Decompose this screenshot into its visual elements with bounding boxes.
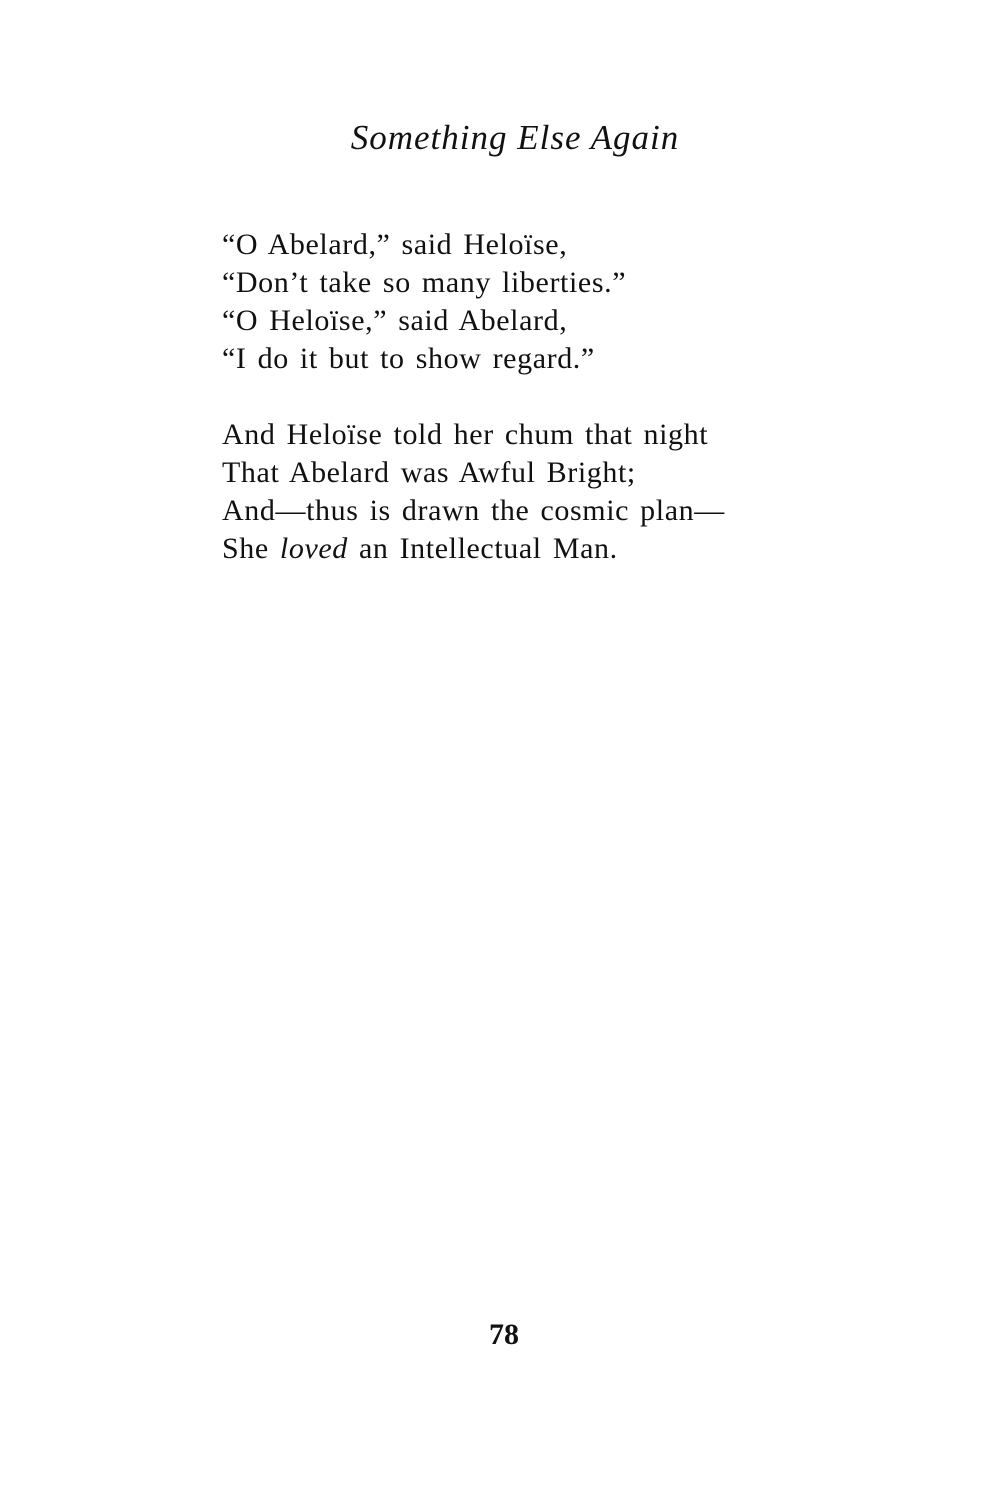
poem-line-final [222, 530, 725, 568]
poem-line: “O Abelard,” said Heloïse, [222, 228, 568, 261]
poem-line: “O Heloïse,” said Abelard, [222, 304, 568, 337]
stanza-2 [222, 416, 725, 568]
poem-line: That Abelard was Awful Bright; [222, 456, 636, 489]
emphasized-word: loved [279, 532, 348, 565]
poem [222, 226, 725, 568]
poem-line: And Heloïse told her chum that night [222, 418, 709, 451]
running-head: Something Else Again [350, 118, 680, 157]
poem-line: And—thus is drawn the cosmic plan— [222, 494, 725, 527]
stanza-1 [222, 226, 725, 378]
poem-line: “I do it but to show regard.” [222, 342, 595, 375]
page-number: 78 [489, 1318, 519, 1351]
poem-line: “Don’t take so many liberties.” [222, 266, 627, 299]
line-text: an Intellectual Man. [347, 532, 618, 565]
line-text: She [222, 532, 280, 565]
